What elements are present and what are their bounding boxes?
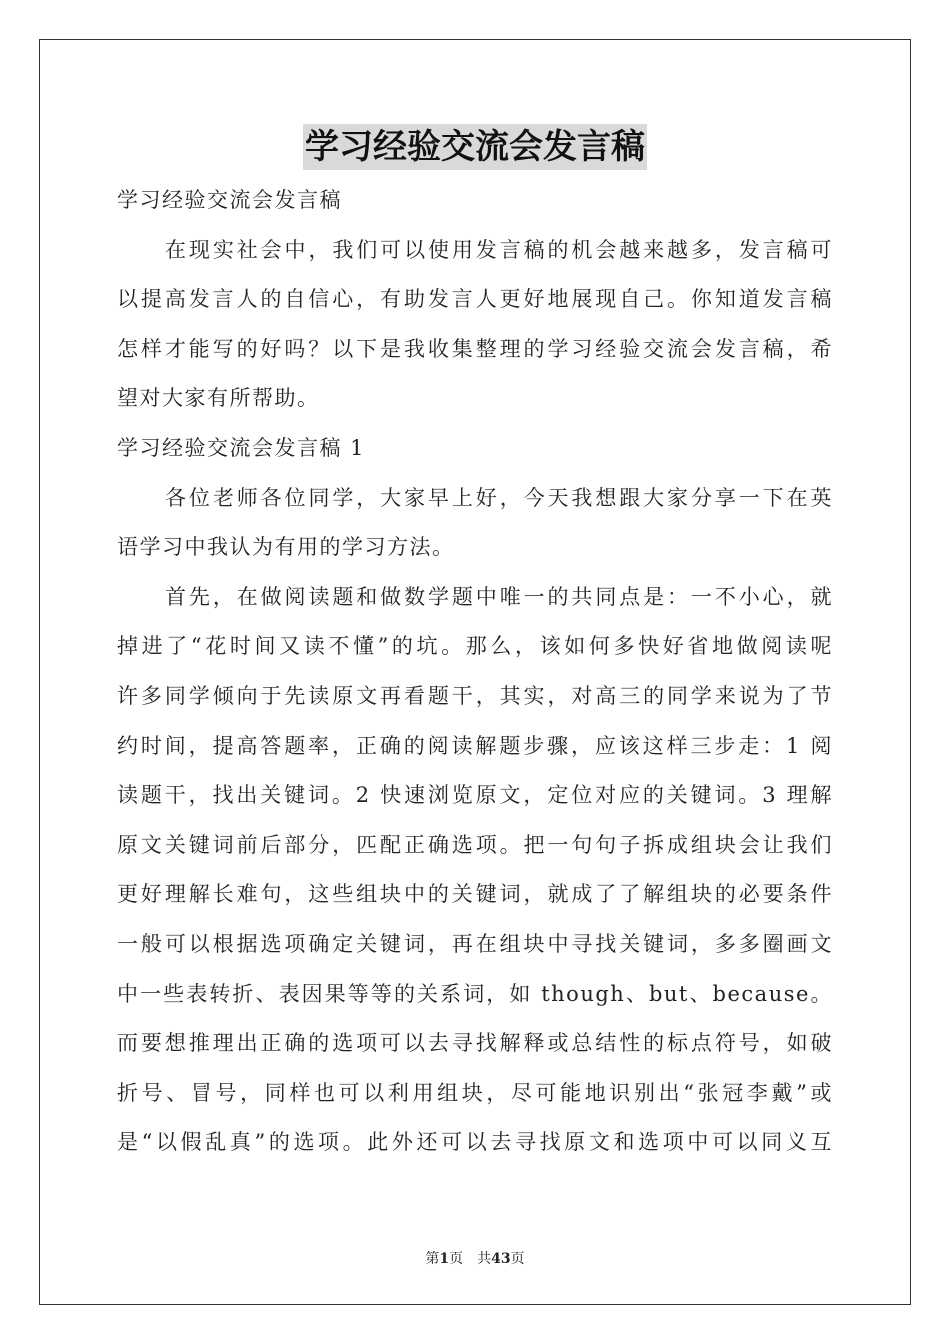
paragraph-line: 在现实社会中，我们可以使用发言稿的机会越来越多，发言稿可 <box>165 237 833 262</box>
paragraph-line: 首先，在做阅读题和做数学题中唯一的共同点是：一不小心，就 <box>165 584 833 609</box>
total-suffix: 页 <box>510 1251 525 1267</box>
paragraph-line: 原文关键词前后部分，匹配正确选项。把一句句子拆成组块会让我们 <box>117 832 833 857</box>
paragraph-line: 掉进了“花时间又读不懂”的坑。那么，该如何多快好省地做阅读呢 <box>117 634 833 659</box>
current-page-number: 1 <box>439 1251 450 1267</box>
paragraph-line: 以提高发言人的自信心，有助发言人更好地展现自己。你知道发言稿 <box>117 287 833 312</box>
paragraph-line: 折号、冒号，同样也可以利用组块，尽可能地识别出“张冠李戴”或 <box>117 1080 833 1105</box>
page-footer <box>0 1248 950 1268</box>
page-suffix: 页 <box>449 1251 464 1267</box>
total-prefix: 共 <box>477 1251 492 1267</box>
section-heading: 学习经验交流会发言稿 1 <box>117 435 366 460</box>
document-title: 学习经验交流会发言稿 <box>303 124 647 170</box>
paragraph-line: 怎样才能写的好吗？以下是我收集整理的学习经验交流会发言稿，希 <box>117 336 833 361</box>
paragraph-line: 一般可以根据选项确定关键词，再在组块中寻找关键词，多多圈画文 <box>117 931 833 956</box>
paragraph-line: 是“以假乱真”的选项。此外还可以去寻找原文和选项中可以同义互 <box>117 1130 833 1155</box>
document-body <box>117 176 833 1168</box>
page-prefix: 第 <box>425 1251 440 1267</box>
paragraph-line: 语学习中我认为有用的学习方法。 <box>117 535 455 560</box>
subtitle-line: 学习经验交流会发言稿 <box>117 188 342 212</box>
paragraph-line: 望对大家有所帮助。 <box>117 386 320 411</box>
paragraph-line: 中一些表转折、表因果等等的关系词，如 though、but、because。 <box>117 981 833 1006</box>
paragraph-line: 许多同学倾向于先读原文再看题干，其实，对高三的同学来说为了节 <box>117 683 833 708</box>
paragraph-line: 读题干，找出关键词。2 快速浏览原文，定位对应的关键词。3 理解 <box>117 783 833 808</box>
paragraph-line: 约时间，提高答题率，正确的阅读解题步骤，应该这样三步走：1 阅 <box>117 733 833 758</box>
title-block <box>0 124 950 170</box>
total-page-count: 43 <box>491 1251 511 1267</box>
paragraph-line: 各位老师各位同学，大家早上好，今天我想跟大家分享一下在英 <box>165 485 833 510</box>
paragraph-line: 更好理解长难句，这些组块中的关键词，就成了了解组块的必要条件 <box>117 882 833 907</box>
paragraph-line: 而要想推理出正确的选项可以去寻找解释或总结性的标点符号，如破 <box>117 1031 833 1056</box>
